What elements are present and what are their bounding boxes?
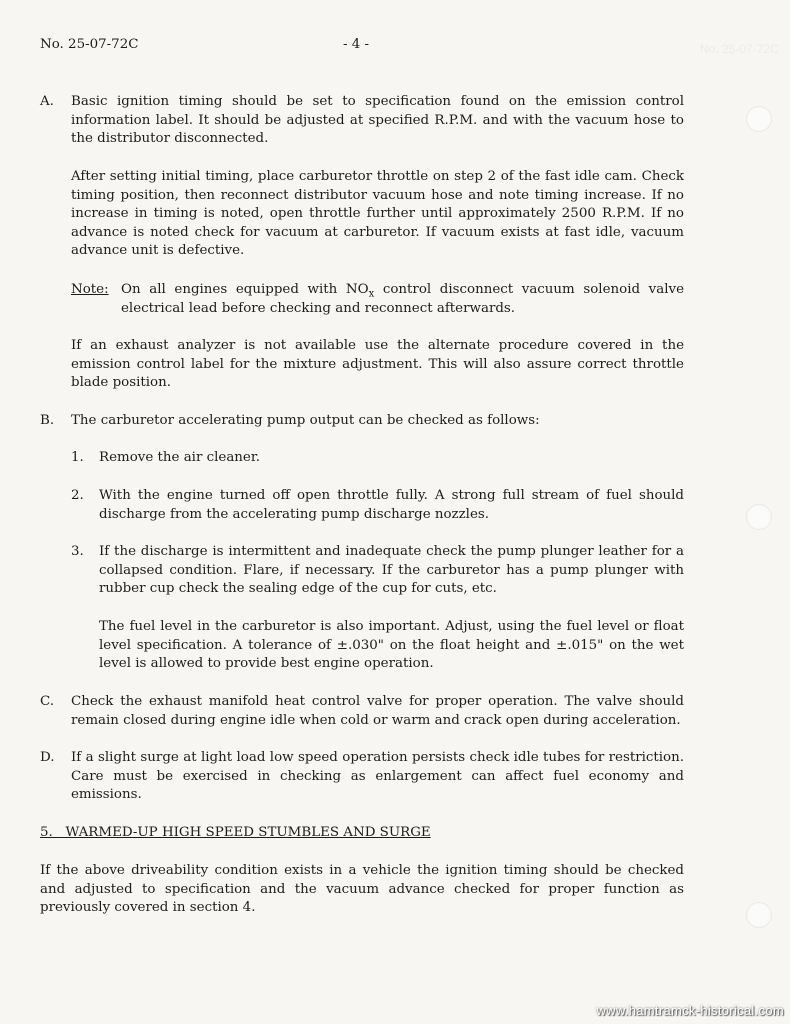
show-through-text: No. 25-07-72C [700,42,779,56]
section-c-letter: C. [40,694,55,709]
section-c-text: Check the exhaust manifold heat control valve for proper operation. The valve should remain closed during engine idle when cold or warm and crack open during acceleration. [71,694,684,728]
note-subscript: x [368,288,375,300]
note-text-part: On all engines equipped with NO [121,282,369,297]
section-a-paragraph-2: After setting initial timing, place carburetor throttle on step 2 of the fast idle cam. Check timing position, then reconnect distributor vacuum hose and note timing increase. If no increase in timing is noted, open throttle further until approximately 2500 R.P.M. If no advance is noted check for vacuum at carburetor. If vacuum exists at fast idle, vacuum advance unit is defective. [71,169,684,259]
page-number: - 4 - [343,37,370,52]
section-b-letter: B. [40,413,55,428]
list-item-number: 1. [71,450,84,465]
section-5-heading: 5. WARMED-UP HIGH SPEED STUMBLES AND SURGE [40,825,431,840]
list-item-text: Remove the air cleaner. [99,450,261,465]
section-a-paragraph-1: Basic ignition timing should be set to specification found on the emission control information label. It should be adjusted at specified R.P.M. and with the vacuum hose to the distributor disconnected. [71,94,684,147]
note-text-part: control disconnect vacuum solenoid valve electrical lead before checking and reconnect afterwards. [121,282,685,316]
list-item-text: If the discharge is intermittent and inadequate check the pump plunger leather for a collapsed condition. Flare, if necessary. If the carburetor has a pump plunger with rubber cup check the sealing edge of the cup for cuts, etc. [99,544,684,597]
section-a-paragraph-3: If an exhaust analyzer is not available use the alternate procedure covered in the emission control label for the mixture adjustment. This will also assure correct throttle blade position. [71,338,684,391]
list-item-number: 2. [71,488,84,503]
note-label: Note: [71,282,109,297]
punch-hole [746,106,772,132]
list-item-number: 3. [71,544,84,559]
list-item-text: With the engine turned off open throttle fully. A strong full stream of fuel should discharge from the accelerating pump discharge nozzles. [99,488,684,522]
section-a-letter: A. [40,94,54,109]
section-d-letter: D. [40,750,55,765]
punch-hole [746,902,772,928]
watermark: www.hamtramck-historical.com [596,1003,784,1019]
section-5-text: If the above driveability condition exists in a vehicle the ignition timing should be checked and adjusted to specification and the vacuum advance checked for proper function as previously covered in section 4. [40,863,684,916]
punch-hole [746,504,772,530]
section-b-intro: The carburetor accelerating pump output can be checked as follows: [71,413,540,428]
document-number: No. 25-07-72C [40,37,139,52]
fuel-level-paragraph: The fuel level in the carburetor is also important. Adjust, using the fuel level or float level specification. A tolerance of ±.030" on the float height and ±.015" on the wet level is allowed to provide best engine operation. [99,619,684,672]
note-text [121,281,684,318]
section-d-text: If a slight surge at light load low speed operation persists check idle tubes for restriction. Care must be exercised in checking as enlargement can affect fuel economy and emissions. [71,750,684,803]
